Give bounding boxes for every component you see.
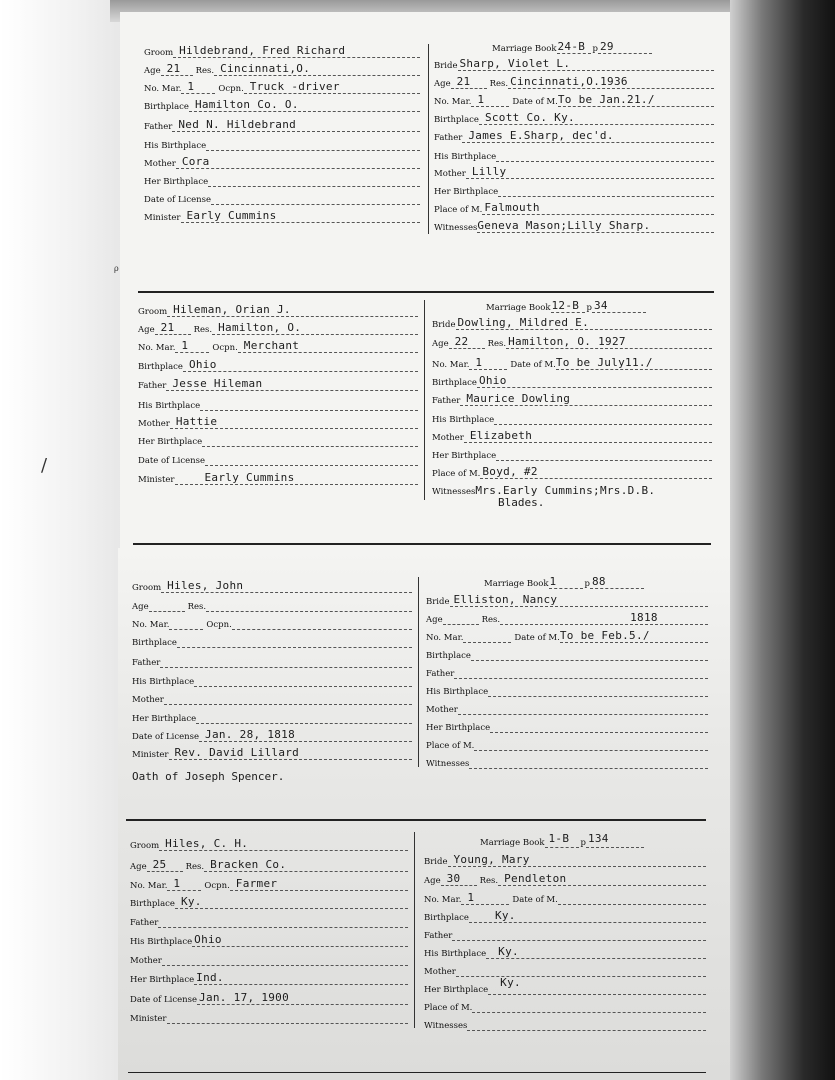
bride-age-label: Age	[426, 615, 443, 625]
bride-mother-label: Mother	[426, 705, 458, 715]
res-label: Res.	[185, 862, 205, 872]
bride-father-value: James E.Sharp, dec'd.	[468, 129, 614, 142]
page-label: p	[592, 44, 598, 54]
no-mar-label: No. Mar.	[138, 343, 176, 353]
page-value: 88	[591, 575, 606, 588]
bride-no-mar-label: No. Mar.	[434, 97, 472, 107]
page-value: 34	[593, 299, 608, 312]
scan-margin-right	[730, 0, 835, 1080]
age-value: 21	[160, 321, 175, 334]
bride-mother-label: Mother	[434, 169, 466, 179]
bride-label: Bride	[426, 597, 450, 607]
bride-his-birthplace-field	[432, 410, 712, 425]
birthplace-label: Birthplace	[144, 102, 189, 112]
father-value: Ned N. Hildebrand	[178, 118, 297, 131]
bride-age-label: Age	[432, 339, 449, 349]
bride-father-field	[432, 391, 712, 406]
bride-mother-field	[432, 428, 712, 443]
no-mar-ocpn-field	[138, 338, 418, 353]
ocpn-label: Ocpn.	[206, 620, 232, 630]
bride-father-field	[424, 926, 706, 941]
record-separator	[128, 1072, 706, 1073]
bride-res-label: Res.	[487, 339, 507, 349]
age-label: Age	[138, 325, 155, 335]
marriage-book-value: 24-B	[557, 40, 586, 53]
bride-mother-field	[426, 700, 708, 715]
res-label: Res.	[193, 325, 213, 335]
minister-label: Minister	[132, 750, 169, 760]
bride-res-value: Pendleton	[504, 872, 567, 885]
father-field	[130, 913, 408, 928]
bride-his-birthplace-label: His Birthplace	[424, 949, 487, 959]
date-of-license-field	[144, 190, 420, 205]
age-label: Age	[130, 862, 147, 872]
bride-no-mar-date-field	[426, 628, 708, 643]
groom-value: Hildebrand, Fred Richard	[179, 44, 346, 57]
her-birthplace-label: Her Birthplace	[144, 177, 209, 187]
date-of-license-field	[132, 727, 412, 742]
bride-her-birthplace-label: Her Birthplace	[434, 187, 499, 197]
witnesses-field	[434, 218, 714, 233]
age-value: 25	[152, 858, 167, 871]
bride-value: Young, Mary	[453, 853, 530, 866]
his-birthplace-label: His Birthplace	[144, 141, 207, 151]
place-of-m-field	[424, 998, 706, 1013]
bride-birthplace-label: Birthplace	[434, 115, 479, 125]
birthplace-field	[138, 357, 418, 372]
bride-no-mar-label: No. Mar.	[426, 633, 464, 643]
marriage-book-label: Marriage Book	[480, 838, 545, 848]
bride-father-label: Father	[432, 396, 461, 406]
groom-label: Groom	[144, 48, 174, 58]
bride-mother-field	[434, 164, 714, 179]
bride-no-mar-label: No. Mar.	[424, 895, 462, 905]
no-mar-value: 1	[181, 339, 189, 352]
minister-value: Early Cummins	[186, 209, 277, 222]
page-value: 29	[599, 40, 614, 53]
record-separator	[133, 543, 711, 545]
marriage-book-label: Marriage Book	[492, 44, 557, 54]
ocpn-value: Merchant	[243, 339, 300, 352]
bride-age-label: Age	[424, 876, 441, 886]
place-of-m-field	[432, 464, 712, 479]
bride-age-res-field	[424, 871, 706, 886]
mother-label: Mother	[132, 695, 164, 705]
birthplace-label: Birthplace	[138, 362, 183, 372]
minister-field	[130, 1009, 408, 1024]
pencil-mark: /	[41, 455, 48, 476]
witnesses-label: Witnesses	[434, 223, 478, 233]
bride-his-birthplace-field	[426, 682, 708, 697]
father-label: Father	[138, 381, 167, 391]
date-of-license-field	[138, 451, 418, 466]
res-value: Cincinnati,O.	[220, 62, 311, 75]
ocpn-value: Farmer	[235, 877, 278, 890]
column-divider	[428, 44, 429, 234]
his-birthplace-label: His Birthplace	[130, 937, 193, 947]
record-separator	[138, 291, 714, 293]
bride-birthplace-field	[432, 373, 712, 388]
mother-field	[130, 951, 408, 966]
page-label: p	[586, 303, 592, 313]
father-field	[138, 376, 418, 391]
mother-field	[132, 690, 412, 705]
date-of-m-label: Date of M.	[510, 360, 556, 370]
his-birthplace-field	[144, 136, 420, 151]
groom-value: Hileman, Orian J.	[173, 303, 291, 316]
bride-birthplace-field	[426, 646, 708, 661]
his-birthplace-value: Ohio	[194, 933, 222, 946]
bride-field	[432, 315, 712, 330]
age-label: Age	[132, 602, 149, 612]
birthplace-value: Ohio	[188, 358, 217, 371]
bride-res-label: Res.	[489, 79, 509, 89]
groom-value: Hiles, C. H.	[165, 837, 249, 850]
no-mar-label: No. Mar.	[144, 84, 182, 94]
his-birthplace-field	[138, 396, 418, 411]
bride-age-value: 21	[456, 75, 471, 88]
bride-field	[426, 592, 708, 607]
marriage-book-value: 1-B	[548, 832, 570, 845]
her-birthplace-label: Her Birthplace	[132, 714, 197, 724]
bride-no-mar-label: No. Mar.	[432, 360, 470, 370]
father-label: Father	[130, 918, 159, 928]
bride-res-value: Hamilton, O. 1927	[508, 335, 626, 348]
bride-field	[434, 56, 714, 71]
no-mar-label: No. Mar.	[130, 881, 168, 891]
bride-label: Bride	[424, 857, 448, 867]
father-field	[132, 653, 412, 668]
bride-no-mar-date-field	[432, 355, 712, 370]
her-birthplace-field	[144, 172, 420, 187]
father-label: Father	[132, 658, 161, 668]
birthplace-label: Birthplace	[132, 638, 177, 648]
scan-margin-left	[0, 0, 125, 1080]
age-value: 21	[166, 62, 181, 75]
mother-label: Mother	[144, 159, 176, 169]
ocpn-label: Ocpn.	[212, 343, 238, 353]
minister-label: Minister	[130, 1014, 167, 1024]
date-of-license-value: Jan. 28, 1818	[205, 728, 296, 741]
bride-birthplace-label: Birthplace	[424, 913, 469, 923]
minister-field	[144, 208, 420, 223]
bride-his-birthplace-label: His Birthplace	[426, 687, 489, 697]
marriage-book-value: 1	[549, 575, 557, 588]
no-mar-value: 1	[173, 877, 181, 890]
no-mar-ocpn-field	[144, 79, 420, 94]
bride-label: Bride	[432, 320, 456, 330]
date-of-license-field	[130, 990, 408, 1005]
marriage-book-label: Marriage Book	[486, 303, 551, 313]
bride-res-value: Cincinnati,O.1936	[510, 75, 628, 88]
birthplace-value: Hamilton Co. O.	[194, 98, 299, 111]
date-of-m-label: Date of M.	[512, 895, 558, 905]
bride-birthplace-field	[424, 908, 706, 923]
witnesses-value: Geneva Mason;Lilly Sharp.	[477, 219, 651, 232]
bride-her-birthplace-field	[424, 976, 706, 995]
date-of-m-label: Date of M.	[512, 97, 558, 107]
bride-age-res-field	[426, 610, 708, 625]
minister-label: Minister	[138, 475, 175, 485]
column-divider	[414, 832, 415, 1028]
birthplace-value: Ky.	[180, 895, 202, 908]
bride-value: Dowling, Mildred E.	[457, 316, 590, 329]
bride-birthplace-value: Scott Co. Ky.	[484, 111, 575, 124]
minister-field	[132, 745, 412, 760]
bride-birthplace-label: Birthplace	[432, 378, 477, 388]
groom-field	[132, 578, 412, 593]
bride-his-birthplace-label: His Birthplace	[434, 152, 497, 162]
place-of-m-label: Place of M.	[432, 469, 481, 479]
mother-field	[138, 414, 418, 429]
minister-field	[138, 470, 418, 485]
her-birthplace-field	[138, 432, 418, 447]
age-res-field	[130, 857, 408, 872]
minister-label: Minister	[144, 213, 181, 223]
witnesses-label: Witnesses	[424, 1021, 468, 1031]
res-value: Bracken Co.	[210, 858, 287, 871]
birthplace-label: Birthplace	[130, 899, 175, 909]
bride-her-birthplace-label: Her Birthplace	[432, 451, 497, 461]
age-res-field	[144, 61, 420, 76]
place-of-m-value: Falmouth	[484, 201, 540, 214]
marriage-book-label: Marriage Book	[484, 579, 549, 589]
her-birthplace-label: Her Birthplace	[138, 437, 203, 447]
groom-field	[130, 836, 408, 851]
bride-father-label: Father	[426, 669, 455, 679]
oath-note: Oath of Joseph Spencer.	[132, 770, 285, 783]
groom-field	[138, 302, 418, 317]
column-divider	[418, 577, 419, 767]
record-separator	[126, 819, 706, 821]
father-value: Jesse Hileman	[172, 377, 263, 390]
pencil-mark: ρ	[114, 264, 119, 273]
ocpn-label: Ocpn.	[204, 881, 230, 891]
his-birthplace-label: His Birthplace	[138, 401, 201, 411]
bride-father-field	[434, 128, 714, 143]
bride-birthplace-label: Birthplace	[426, 651, 471, 661]
date-of-license-label: Date of License	[138, 456, 206, 466]
bride-mother-value: Elizabeth	[469, 429, 533, 442]
page-label: p	[584, 579, 590, 589]
res-label: Res.	[187, 602, 207, 612]
minister-value: Rev. David Lillard	[174, 746, 300, 759]
place-of-m-value: Boyd, #2	[482, 465, 538, 478]
bride-age-res-field	[434, 74, 714, 89]
date-of-m-value: To be Jan.21./	[557, 93, 655, 106]
bride-age-label: Age	[434, 79, 451, 89]
groom-value: Hiles, John	[167, 579, 244, 592]
bride-birthplace-value: Ohio	[478, 374, 507, 387]
mother-field	[144, 154, 420, 169]
bride-her-birthplace-field	[426, 718, 708, 733]
bride-no-mar-value: 1	[467, 891, 475, 904]
bride-mother-label: Mother	[424, 967, 456, 977]
page-value: 134	[587, 832, 609, 845]
bride-her-birthplace-value: Ky.	[500, 976, 521, 989]
bride-no-mar-value: 1	[475, 356, 483, 369]
witnesses-field	[426, 754, 708, 769]
no-mar-ocpn-field	[130, 876, 408, 891]
bride-label: Bride	[434, 61, 458, 71]
bride-res-label: Res.	[481, 615, 501, 625]
mother-label: Mother	[138, 419, 170, 429]
bride-age-res-field	[432, 334, 712, 349]
bride-father-field	[426, 664, 708, 679]
witnesses-field	[424, 1016, 706, 1031]
place-of-m-field	[426, 736, 708, 751]
bride-mother-field	[424, 962, 706, 977]
bride-res-label: Res.	[479, 876, 499, 886]
groom-label: Groom	[130, 841, 160, 851]
place-of-m-label: Place of M.	[426, 741, 475, 751]
res-value: Hamilton, O.	[218, 321, 302, 334]
her-birthplace-field	[130, 970, 408, 985]
birthplace-field	[144, 97, 420, 112]
bride-birthplace-field	[434, 110, 714, 125]
bride-his-birthplace-field	[434, 147, 714, 162]
marriage-book-field	[480, 833, 644, 848]
her-birthplace-value: Ind.	[196, 971, 224, 984]
bride-mother-label: Mother	[432, 433, 464, 443]
father-label: Father	[144, 122, 173, 132]
bride-value: Sharp, Violet L.	[459, 57, 571, 70]
witnesses-label: Witnesses	[432, 487, 476, 497]
bride-no-mar-value: 1	[477, 93, 485, 106]
his-birthplace-label: His Birthplace	[132, 677, 195, 687]
age-res-field	[132, 597, 412, 612]
no-mar-value: 1	[187, 80, 195, 93]
date-of-license-value: Jan. 17, 1900	[199, 991, 290, 1004]
bride-his-birthplace-field	[424, 944, 706, 959]
ocpn-value: Truck -driver	[249, 80, 340, 93]
no-mar-ocpn-field	[132, 615, 412, 630]
bride-field	[424, 852, 706, 867]
bride-mother-value: Lilly	[471, 165, 507, 178]
witnesses-value: Mrs.Early Cummins;Mrs.D.B.	[475, 484, 656, 497]
page-label: p	[580, 838, 586, 848]
date-of-license-label: Date of License	[132, 732, 200, 742]
groom-field	[144, 43, 420, 58]
his-birthplace-field	[132, 672, 412, 687]
witnesses-field	[432, 482, 712, 497]
bride-age-value: 22	[454, 335, 469, 348]
groom-label: Groom	[138, 307, 168, 317]
date-of-license-label: Date of License	[130, 995, 198, 1005]
father-field	[144, 117, 420, 132]
marriage-book-value: 12-B	[551, 299, 580, 312]
bride-father-value: Maurice Dowling	[466, 392, 571, 405]
place-of-m-field	[434, 200, 714, 215]
date-of-license-label: Date of License	[144, 195, 212, 205]
no-mar-label: No. Mar.	[132, 620, 170, 630]
bride-her-birthplace-field	[432, 446, 712, 461]
date-of-m-value: To be July11./	[555, 356, 653, 369]
mother-value: Hattie	[175, 415, 218, 428]
bride-value: Elliston, Nancy	[453, 593, 558, 606]
bride-father-label: Father	[424, 931, 453, 941]
his-birthplace-field	[130, 932, 408, 947]
bride-age-value: 30	[446, 872, 461, 885]
bride-birthplace-value: Ky.	[494, 909, 516, 922]
bride-his-birthplace-label: His Birthplace	[432, 415, 495, 425]
bride-her-birthplace-field	[434, 182, 714, 197]
birthplace-field	[130, 894, 408, 909]
ocpn-label: Ocpn.	[218, 84, 244, 94]
bride-her-birthplace-label: Her Birthplace	[426, 723, 491, 733]
witnesses-continuation: Blades.	[498, 496, 545, 509]
her-birthplace-field	[132, 709, 412, 724]
mother-label: Mother	[130, 956, 162, 966]
date-of-m-label: Date of M.	[514, 633, 560, 643]
mother-value: Cora	[181, 155, 210, 168]
birthplace-field	[132, 633, 412, 648]
witnesses-label: Witnesses	[426, 759, 470, 769]
marriage-book-field	[486, 298, 646, 313]
bride-her-birthplace-label: Her Birthplace	[424, 985, 489, 995]
bride-father-label: Father	[434, 133, 463, 143]
date-of-m-value: To be Feb.5./	[559, 629, 650, 642]
marriage-book-field	[492, 39, 652, 54]
res-label: Res.	[195, 66, 215, 76]
age-res-field	[138, 320, 418, 335]
minister-value: Early Cummins	[204, 471, 295, 484]
her-birthplace-label: Her Birthplace	[130, 975, 195, 985]
bride-no-mar-date-field	[434, 92, 714, 107]
age-label: Age	[144, 66, 161, 76]
bride-res-value: 1818	[630, 611, 658, 624]
place-of-m-label: Place of M.	[424, 1003, 473, 1013]
place-of-m-label: Place of M.	[434, 205, 483, 215]
groom-label: Groom	[132, 583, 162, 593]
marriage-book-field	[484, 574, 644, 589]
bride-no-mar-date-field	[424, 890, 706, 905]
column-divider	[424, 300, 425, 500]
bride-his-birthplace-value: Ky.	[498, 945, 519, 958]
